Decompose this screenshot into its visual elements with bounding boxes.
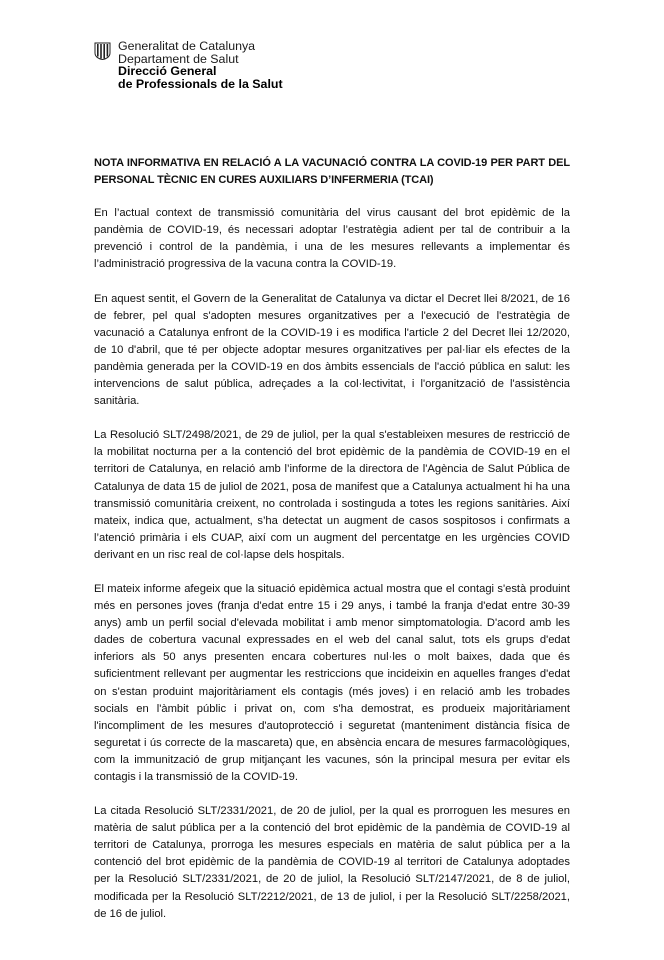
- paragraph-2: En aquest sentit, el Govern de la Generalitat de Catalunya va dictar el Decret llei 8/2021, de 16 de febrer, pel qual s'adopten mesures organitzatives per a l'execució de l'estratègia de vacunació a Catalunya enfront de la COVID-19 i es modifica l'article 2 del Decret llei 12/2020, de 10 d'abril, que té per objecte adoptar mesures organitzatives per pal·liar els efectes de la pandèmia generada per la COVID-19 en dos àmbits essencials de l'acció pública en salut: les intervencions de salut pública, adreçades a la col·lectivitat, i l'organització de l'assistència sanitària.: [94, 292, 570, 408]
- paragraph-1: En l’actual context de transmissió comunitària del virus causant del brot epidèmic de la pandèmia de COVID-19, és necessari adoptar l’estratègia adient per tal de contribuir a la prevenció i control de la pandèmia, i una de les mesures rellevants a implementar és l’administració progressiva de la vacuna contra la COVID-19.: [94, 207, 570, 271]
- directorate-name-line-2: de Professionals de la Salut: [118, 76, 283, 91]
- org-name: Generalitat de Catalunya: [118, 39, 256, 53]
- document-body: [94, 155, 570, 940]
- paragraph-5: La citada Resolució SLT/2331/2021, de 20 de juliol, per la qual es prorroguen les mesures en matèria de salut pública per a la contenció del brot epidèmic de la pandèmia de COVID-19 al territori de Catalunya, prorroga les mesures especials en matèria de salut pública per a la contenció del brot epidèmic de la pandèmia de COVID-19 al territori de Catalunya adoptades per la Resolució SLT/2331/2021, de 20 de juliol, la Resolució SLT/2147/2021, de 8 de juliol, modificada per la Resolució SLT/2212/2021, de 13 de juliol, i per la Resolució SLT/2258/2021, de 16 de juliol.: [94, 805, 570, 920]
- letterhead: [94, 40, 283, 90]
- generalitat-coat-of-arms-icon: [94, 42, 111, 60]
- paragraph-3: La Resolució SLT/2498/2021, de 29 de juliol, per la qual s'estableixen mesures de restricció de la mobilitat nocturna per a la contenció del brot epidèmic de la pandèmia de COVID-19 en el territori de Catalunya, en relació amb l’informe de la directora de l'Agència de Salut Pública de Catalunya de data 15 de juliol de 2021, posa de manifest que a Catalunya actualment hi ha una transmissió comunitària creixent, no controlada i sostinguda a totes les regions sanitàries. Així mateix, indica que, actualment, s’ha detectat un augment de casos sospitosos i confirmats a l’atenció primària i els CUAP, així com un augment del percentatge en les urgències COVID derivant en un risc real de col·lapse dels hospitals.: [94, 429, 570, 561]
- directorate-name-line-1: Direcció General: [118, 64, 217, 79]
- department-name: Departament de Salut: [118, 51, 239, 66]
- document-title: NOTA INFORMATIVA EN RELACIÓ A LA VACUNACIÓ CONTRA LA COVID-19 PER PART DEL PERSONAL TÈCNIC EN CURES AUXILIARS D’INFERMERIA (TCAI): [94, 157, 570, 187]
- paragraph-4: El mateix informe afegeix que la situació epidèmica actual mostra que el contagi s'està produint més en persones joves (franja d'edat entre 15 i 29 anys, i també la franja d'edat entre 30-39 anys) amb un perfil social d'elevada mobilitat i amb menor simptomatologia. D'acord amb les dades de cobertura vacunal expressades en el web del canal salut, tots els grups d'edat inferiors als 50 anys presenten encara cobertures nul·les o molt baixes, dada que és suficientment rellevant per augmentar les restriccions que incideixin en aquelles franges d'edat on s'estan produint majoritàriament els contagis (més joves) i en relació amb les trobades socials en l'àmbit públic i privat on, com s'ha demostrat, es produeix majoritàriament l'incompliment de les mesures d'autoprotecció i seguretat (manteniment distància física de seguretat i ús correcte de la mascareta) que, en absència encara de mesures farmacològiques, com la immunització de grup mitjançant les vacunes, són la principal mesura per evitar els contagis i la transmissió de la COVID-19.: [94, 582, 570, 783]
- organization-block: [118, 40, 283, 90]
